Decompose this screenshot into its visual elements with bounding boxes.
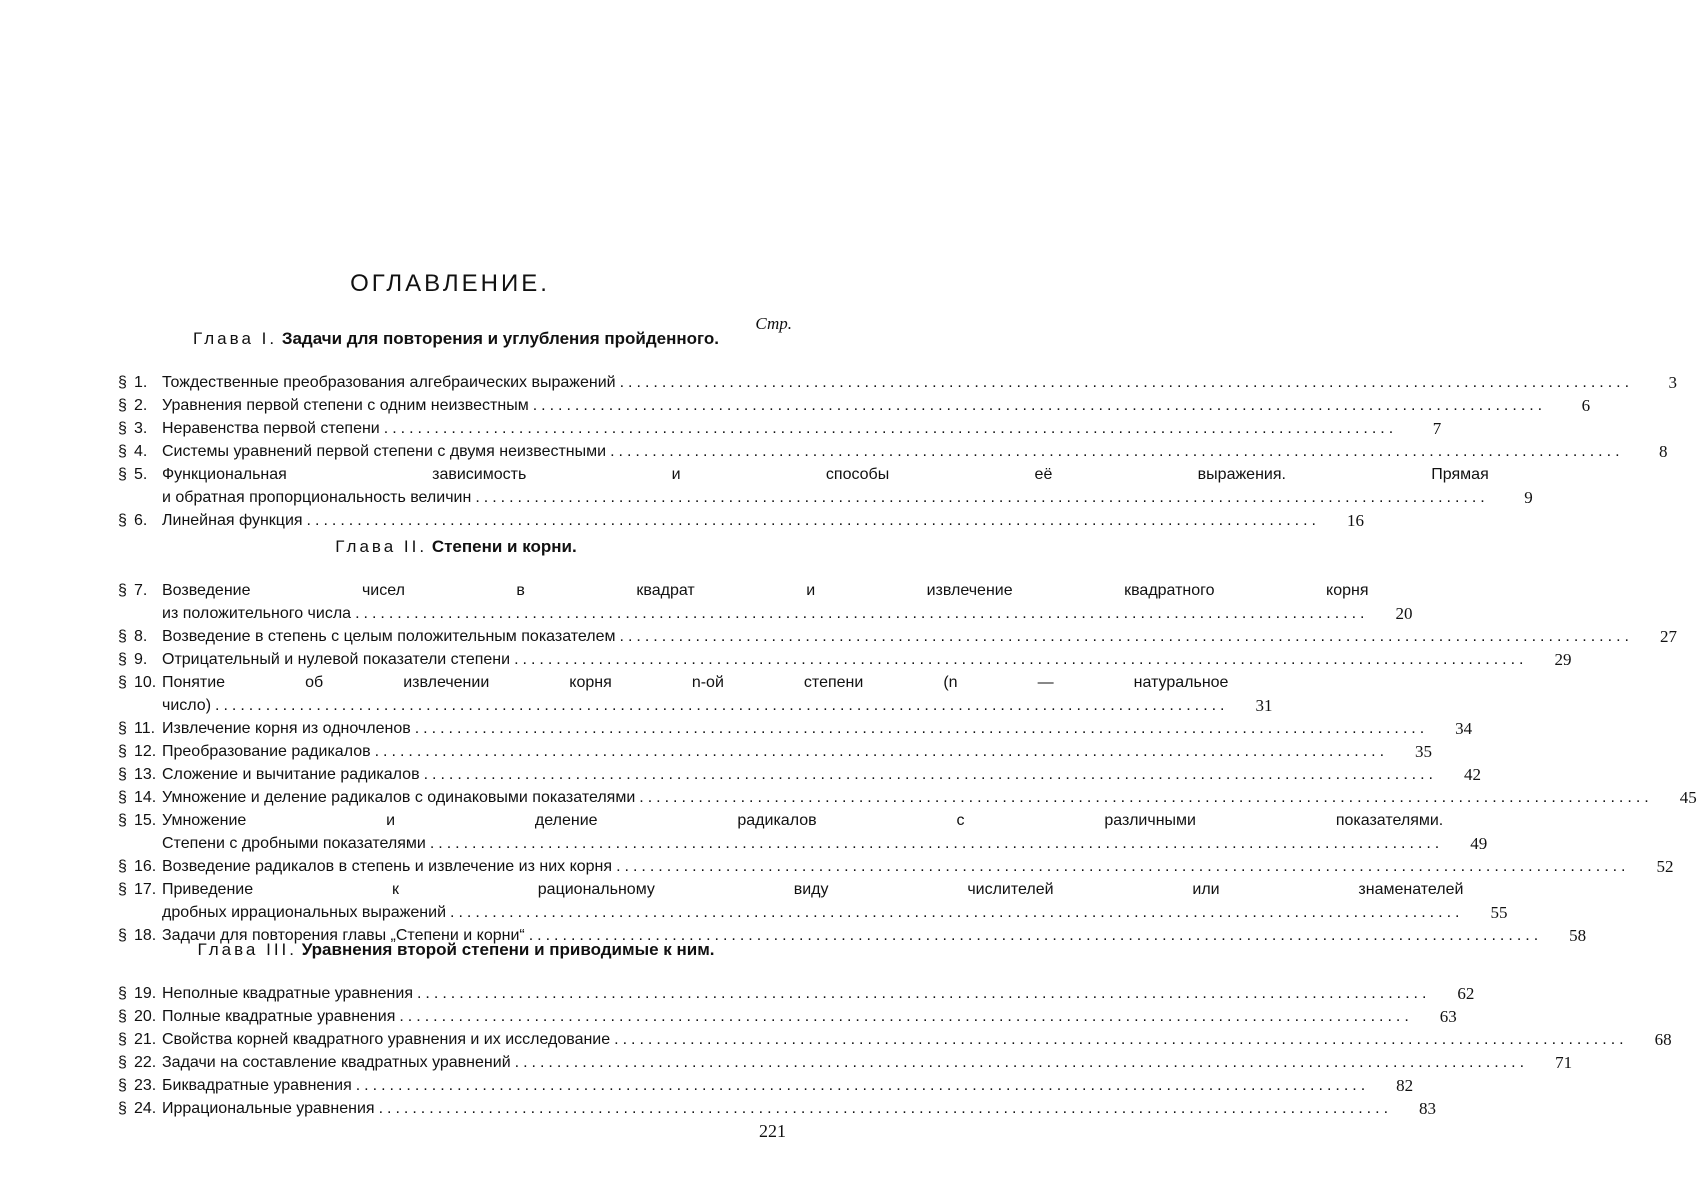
entry-text [162,463,1489,509]
page-ref: 45 [1679,788,1697,807]
section-num: 22. [134,1054,157,1071]
leader-dots: ........................................................................................................................ [383,420,1398,437]
entry-line: Сложение и вычитание радикалов [162,766,420,783]
leader-dots: ........................................................................................................................ [614,1031,1628,1048]
page-ref: 55 [1490,903,1508,922]
chapter-title: Уравнения второй степени и приводимые к ним. [301,940,715,959]
entry-line: Преобразование радикалов [162,743,371,760]
section-sign-icon: § [118,582,127,599]
section-num: 4. [134,443,148,460]
section-num: 23. [134,1077,157,1094]
section-sign-icon: § [118,743,127,760]
entry-text [162,717,1428,740]
section-num: 15. [134,812,157,829]
entry-line: Биквадратные уравнения [162,1077,352,1094]
section-sign-icon: § [118,374,127,391]
section-num: 16. [134,858,157,875]
entry-text [162,763,1437,786]
chapter-title: Задачи для повторения и углубления пройденного. [281,329,719,348]
entry-line: Умножение и деление радикалов с различными показателями. [162,812,1444,829]
toc-entry[interactable] [118,740,1433,763]
section-number [118,417,162,440]
section-number [118,509,162,532]
page-ref: 6 [1581,396,1591,415]
leader-dots: ........................................................................................................................ [450,904,1464,921]
entry-text [162,786,1653,809]
chapter-1 [118,329,1678,532]
leader-dots: ........................................................................................................................ [416,985,1431,1002]
section-num: 2. [134,397,148,414]
toc-entry[interactable] [118,717,1473,740]
entry-line: Полные квадратные уравнения [162,1008,396,1025]
entry-text [162,440,1624,463]
entry-text [162,509,1320,532]
section-num: 18. [134,927,157,944]
toc-entry[interactable] [118,763,1481,786]
chapter-3 [118,940,1672,1120]
leader-dots: ........................................................................................................................ [399,1008,1413,1025]
page-ref: 42 [1464,765,1481,784]
page-ref: 83 [1419,1099,1437,1118]
leader-dots: ........................................................................................................................ [532,397,1547,414]
chapter-2 [118,537,1697,947]
page-ref: 71 [1555,1053,1573,1072]
entry-line: Функциональная зависимость и способы её выражения. Прямая [162,466,1489,483]
chapter-label: Глава I. [193,329,278,348]
entry-text [162,394,1546,417]
entry-line: Тождественные преобразования алгебраических выражений [162,374,616,391]
leader-dots: ........................................................................................................................ [619,628,1633,645]
section-num: 14. [134,789,157,806]
toc-entry[interactable] [118,417,1442,440]
section-sign-icon: § [118,1008,127,1025]
section-sign-icon: § [118,766,127,783]
leader-dots: ........................................................................................................................ [378,1100,1393,1117]
entry-line: дробных иррациональных выражений [162,904,447,921]
entry-line: число) [162,697,212,714]
leader-dots: ........................................................................................................................ [514,1054,1529,1071]
toc-entry[interactable] [118,1097,1437,1120]
toc-entry[interactable] [118,855,1674,878]
section-sign-icon: § [118,651,127,668]
section-number [118,648,162,671]
section-num: 10. [134,674,157,691]
section-num: 5. [134,466,148,483]
section-number [118,763,162,786]
page-ref: 27 [1659,627,1677,646]
section-sign-icon: § [118,720,127,737]
page-ref: 62 [1457,984,1475,1003]
entry-text [162,671,1228,717]
entry-text [162,579,1369,625]
section-sign-icon: § [118,1054,127,1071]
section-sign-icon: § [118,466,127,483]
entry-text [162,1097,1392,1120]
toc-entry[interactable] [118,648,1572,671]
section-number [118,982,162,1005]
chapter-title: Степени и корни. [431,537,577,556]
entry-line: из положительного числа [162,605,352,622]
entry-line: Степени с дробными показателями [162,835,426,852]
section-sign-icon: § [118,512,127,529]
leader-dots: ........................................................................................................................ [610,443,1624,460]
entry-text [162,625,1633,648]
section-number [118,1074,162,1097]
page-ref: 49 [1470,834,1488,853]
toc-entry[interactable] [118,786,1697,809]
entry-text [162,1051,1528,1074]
toc-entry[interactable] [118,671,1273,717]
chapter-heading [118,940,794,960]
page-ref: 8 [1659,442,1668,461]
entry-line: Линейная функция [162,512,303,529]
section-number [118,717,162,740]
section-num: 11. [134,720,156,737]
section-num: 1. [134,374,148,391]
chapter-label: Глава III. [197,940,298,959]
toc-entry[interactable] [118,1005,1457,1028]
entry-text [162,878,1463,924]
section-number [118,625,162,648]
chapter-heading [118,329,794,349]
toc-entry[interactable] [118,440,1668,463]
section-sign-icon: § [118,1100,127,1117]
section-sign-icon: § [118,881,127,898]
page-column-label: Стр. [755,314,792,333]
entry-line: Свойства корней квадратного уравнения и их исследование [162,1031,611,1048]
entry-line: Задачи на составление квадратных уравнений [162,1054,511,1071]
entry-line: Возведение чисел в квадрат и извлечение квадратного корня [162,582,1369,599]
section-sign-icon: § [118,628,127,645]
entry-text [162,648,1528,671]
toc-entry[interactable] [118,1051,1573,1074]
toc-entry[interactable] [118,878,1508,924]
toc-entry[interactable] [118,394,1591,417]
section-sign-icon: § [118,1077,127,1094]
section-sign-icon: § [118,858,127,875]
page-number: 221 [759,1121,786,1141]
section-sign-icon: § [118,420,127,437]
leader-dots: ........................................................................................................................ [528,927,1543,944]
page-ref: 16 [1346,511,1364,530]
entry-line: Иррациональные уравнения [162,1100,375,1117]
section-num: 8. [134,628,148,645]
page-ref: 7 [1432,419,1442,438]
section-sign-icon: § [118,985,127,1002]
page-ref: 31 [1255,696,1273,715]
toc-entry[interactable] [118,625,1677,648]
toc-entry[interactable] [118,982,1475,1005]
page-ref: 68 [1654,1030,1672,1049]
entry-line: Системы уравнений первой степени с двумя неизвестными [162,443,607,460]
toc-entry[interactable] [118,579,1413,625]
leader-dots: ........................................................................................................................ [414,720,1429,737]
section-sign-icon: § [118,927,127,944]
toc-entry[interactable] [118,509,1364,532]
chapter-heading [118,537,794,557]
section-number [118,878,162,924]
leader-dots: ........................................................................................................................ [355,605,1369,622]
toc-entry[interactable] [118,371,1678,394]
entry-line: Понятие об извлечении корня n-ой степени (n — натуральное [162,674,1229,691]
leader-dots: ........................................................................................................................ [306,512,1320,529]
page-ref: 29 [1554,650,1572,669]
section-num: 12. [134,743,157,760]
page-ref: 9 [1524,488,1533,507]
section-num: 7. [134,582,148,599]
page-ref: 52 [1656,857,1674,876]
entry-line: Неравенства первой степени [162,420,380,437]
leader-dots: ........................................................................................................................ [639,789,1653,806]
entry-line: Отрицательный и нулевой показатели степени [162,651,511,668]
leader-dots: ........................................................................................................................ [429,835,1444,852]
section-num: 9. [134,651,148,668]
entry-line: Извлечение корня из одночленов [162,720,411,737]
entry-text [162,855,1630,878]
leader-dots: ........................................................................................................................ [619,374,1634,391]
section-number [118,671,162,717]
entry-line: Уравнения первой степени с одним неизвестным [162,397,529,414]
section-sign-icon: § [118,674,127,691]
section-number [118,855,162,878]
section-num: 19. [134,985,157,1002]
section-number [118,579,162,625]
entry-text [162,417,1397,440]
entry-line: Умножение и деление радикалов с одинаковыми показателями [162,789,636,806]
leader-dots: ........................................................................................................................ [616,858,1630,875]
chapter-label: Глава II. [335,537,428,556]
toc-entry[interactable] [118,809,1488,855]
section-num: 17. [134,881,157,898]
toc-entry[interactable] [118,463,1533,509]
section-sign-icon: § [118,1031,127,1048]
section-number [118,440,162,463]
page-ref: 82 [1396,1076,1414,1095]
section-num: 24. [134,1100,157,1117]
section-number [118,371,162,394]
section-number [118,1005,162,1028]
toc-entry[interactable] [118,1028,1672,1051]
section-num: 6. [134,512,148,529]
section-number [118,809,162,855]
toc-entry[interactable] [118,1074,1414,1097]
page-ref: 35 [1415,742,1433,761]
section-num: 13. [134,766,157,783]
entry-text [162,371,1633,394]
entry-text [162,1005,1413,1028]
leader-dots: ........................................................................................................................ [215,697,1229,714]
section-num: 3. [134,420,148,437]
entry-text [162,1074,1369,1097]
leader-dots: ........................................................................................................................ [374,743,1389,760]
entry-line: Задачи для повторения главы „Степени и корни“ [162,927,525,944]
section-num: 21. [134,1031,157,1048]
section-number [118,394,162,417]
section-num: 20. [134,1008,157,1025]
entry-line: и обратная пропорциональность величин [162,489,472,506]
page-title: ОГЛАВЛЕНИЕ. [350,270,550,297]
entry-line: Возведение радикалов в степень и извлечение из них корня [162,858,613,875]
section-number [118,786,162,809]
section-sign-icon: § [118,812,127,829]
leader-dots: ........................................................................................................................ [423,766,1437,783]
entry-line: Приведение к рациональному виду числителей или знаменателей [162,881,1464,898]
entry-text [162,809,1443,855]
leader-dots: ........................................................................................................................ [355,1077,1370,1094]
section-sign-icon: § [118,397,127,414]
section-sign-icon: § [118,789,127,806]
section-number [118,1028,162,1051]
page-ref: 20 [1395,604,1413,623]
section-number [118,1097,162,1120]
leader-dots: ........................................................................................................................ [514,651,1528,668]
section-number [118,463,162,509]
section-sign-icon: § [118,443,127,460]
page-ref: 3 [1668,373,1678,392]
page-ref: 63 [1439,1007,1457,1026]
page-ref: 58 [1569,926,1587,945]
entry-text [162,1028,1628,1051]
entry-line: Неполные квадратные уравнения [162,985,413,1002]
entry-text [162,982,1430,1005]
section-number [118,1051,162,1074]
entry-line: Возведение в степень с целым положительным показателем [162,628,616,645]
page-ref: 34 [1455,719,1473,738]
section-number [118,740,162,763]
entry-text [162,740,1388,763]
leader-dots: ........................................................................................................................ [475,489,1489,506]
